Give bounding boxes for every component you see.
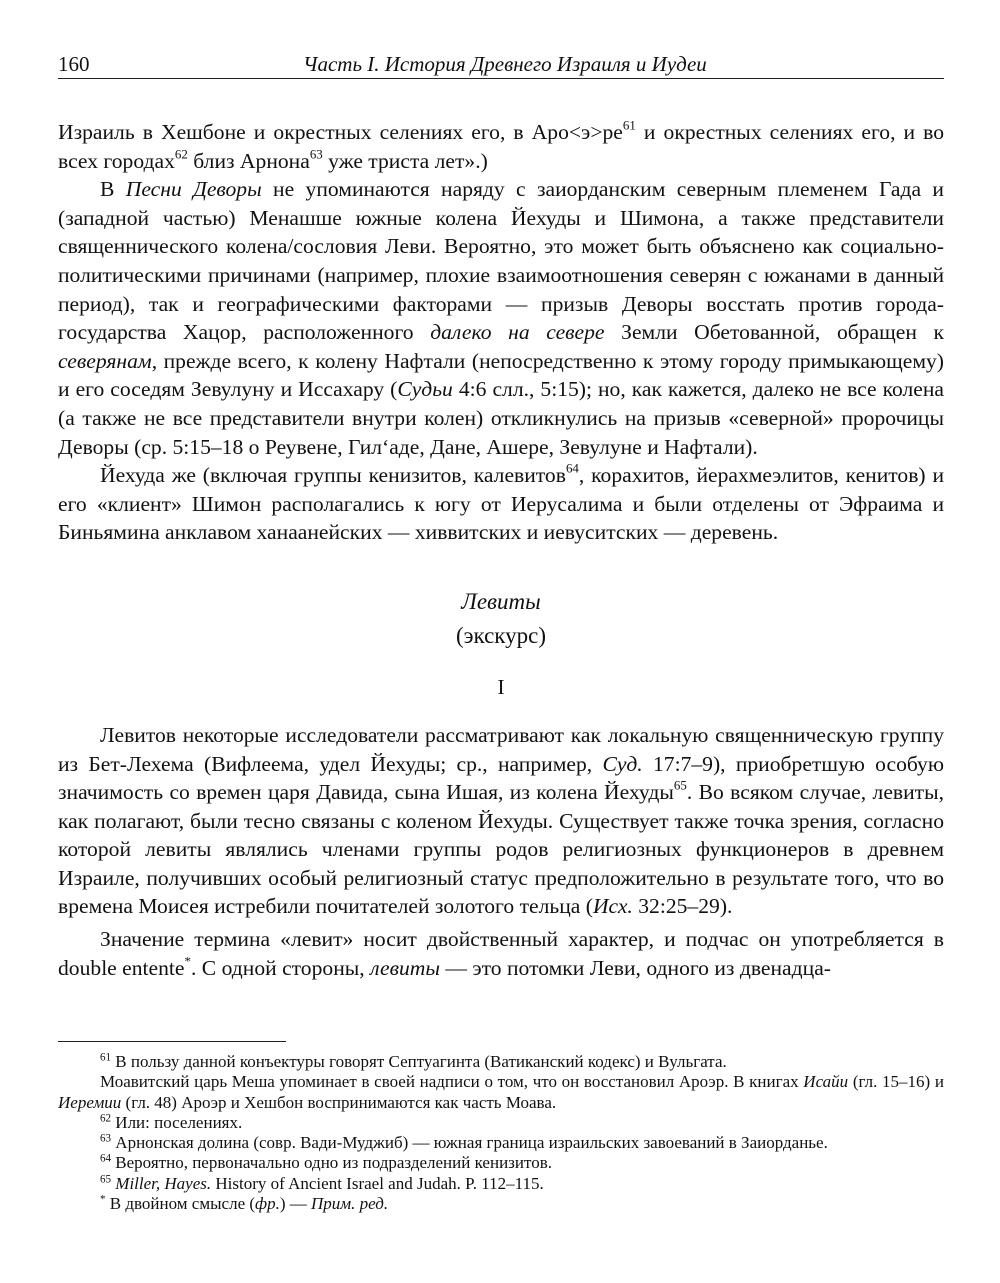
footnote-marker: 62 (174, 145, 188, 161)
text-run: (гл. 15–16) и (848, 1072, 944, 1092)
text-run: В пользу данной конъектуры говорят Септуагинта (Ватиканский кодекс) и Вульгата. (111, 1052, 727, 1071)
running-title: Часть I. История Древнего Израиля и Иудеи (303, 52, 707, 76)
text-run: Или: поселениях. (111, 1112, 243, 1132)
text-run: 17:7–9), приобретшую особую значимость со времен царя Давида, сына Ишая, из колена Йехуды (58, 751, 944, 805)
text-run: History of Ancient Israel and Judah. P. 112–115. (211, 1173, 544, 1193)
text-run: . С одной стороны, (191, 955, 371, 980)
text-run: , корахитов, йерахмеэлитов, кенитов) и его «клиент» Шимон располагались к югу от Иерусалима и были отделены от Эфраима и Биньямина анклавом ханаанейских — хиввитских и иевуситских — деревень. (58, 463, 945, 545)
footnote (58, 1153, 944, 1173)
footnote-divider (58, 1041, 286, 1042)
footnote (58, 1133, 944, 1153)
text-run: не упоминаются наряду с заиорданским северным племенем Гада и (западной частью) Менашше южные колена Йехуды и Шимона, а также представители священнического колена/сословия Леви. Вероятно, это может быть объяснено как социально-политическими причинами (например, плохие взаимоотношения северян с южанами в данный период), так и географическими факторами — призыв Деворы восстать против города-государства Хацор, расположенного (58, 177, 944, 345)
italic-text: левиты (370, 955, 440, 980)
footnote-marker: * (100, 1193, 106, 1206)
footnote-marker: 64 (565, 460, 579, 476)
footnote (58, 1174, 944, 1194)
footnote-marker: 63 (100, 1132, 112, 1145)
text-run: и окрестных селениях его, и во всех городах (58, 120, 944, 173)
text-run: Левитов некоторые исследователи рассматривают как локальную священническую группу из Бет-Лехема (Вифлеема, удел Йехуды; ср., например, (58, 722, 944, 776)
text-run: Вероятно, первоначально одно из подразделений кенизитов. (111, 1153, 552, 1173)
italic-text: Суд. (602, 751, 643, 776)
text-run: 4:6 слл., 5:15); но, как кажется, далеко не все колена (а также не все представители внутри колен) откликнулись на призыв «северной» пророчицы Деворы (ср. 5:15–18 о Реувене, Гил‘аде, Дане, Ашере, Зевулуне и Нафтали). (58, 377, 944, 459)
italic-text: Иеремии (58, 1092, 122, 1112)
italic-text: Песни Деворы (125, 177, 262, 202)
section-number: I (497, 674, 505, 699)
footnote (58, 1052, 944, 1072)
footnote-marker: 63 (309, 145, 323, 161)
footnote-marker: 62 (100, 1112, 112, 1125)
text-run: Моавитский царь Меша упоминает в своей надписи о том, что он восстановил Ароэр. В книгах (100, 1072, 804, 1092)
page-number: 160 (58, 52, 90, 76)
footnote-marker: 65 (673, 777, 687, 793)
paragraph (58, 175, 944, 461)
text-run: Йехуда же (включая группы кенизитов, калевитов (100, 463, 566, 488)
text-run: (гл. 48) Ароэр и Хешбон воспринимаются как часть Моава. (121, 1092, 557, 1112)
text-run: уже триста лет».) (322, 148, 488, 173)
footnote (58, 1194, 944, 1214)
italic-text: далеко на севере (430, 320, 605, 345)
section-title: Левиты (461, 588, 541, 614)
text-run: ) — (279, 1194, 312, 1214)
italic-text: Исх. (592, 894, 633, 919)
section-subtitle: (экскурс) (455, 622, 547, 648)
text-run: 32:25–29). (632, 894, 733, 919)
footnote-marker: 61 (622, 117, 636, 133)
italic-text: Исайи (803, 1072, 849, 1092)
text-run: , прежде всего, к колену Нафтали (непосредственно к этому городу примыкающему) и его соседям Зевулуну и Иссахару ( (58, 348, 944, 402)
text-run: близ Арнона (187, 148, 310, 173)
footnotes (58, 1052, 944, 1214)
text-run: Значение термина «левит» носит двойственный характер, и подчас он употребляется в double entente (58, 927, 944, 980)
paragraph (58, 925, 944, 982)
running-header (58, 50, 944, 79)
footnote (58, 1113, 944, 1133)
paragraph (58, 461, 944, 547)
footnote-marker: 64 (100, 1152, 112, 1165)
paragraph (58, 721, 944, 921)
italic-text: Прим. ред. (311, 1194, 389, 1214)
italic-text: Miller, Hayes. (115, 1173, 212, 1193)
text-run: Земли Обетованной, обращен к (604, 320, 944, 345)
text-run: — это потомки Леви, одного из двенадца- (440, 955, 831, 980)
text-run: Арнонская долина (совр. Вади-Муджиб) — южная граница израильских завоеваний в Заиорданье. (111, 1133, 828, 1153)
footnote-marker: 61 (100, 1051, 112, 1064)
main-text (58, 118, 944, 982)
text-run: В двойном смысле ( (105, 1194, 256, 1214)
footnote-marker: 65 (100, 1173, 112, 1186)
text-run: . Во всяком случае, левиты, как полагают, были тесно связаны с коленом Йехуды. Существует также точка зрения, согласно которой левиты являлись членами группы родов религиозных функционеров в древнем Израиле, получивших особый религиозный статус предположительно в результате того, что во времена Моисея истребили почитателей золотого тельца ( (58, 780, 945, 919)
paragraph (58, 118, 944, 175)
footnote-marker: * (184, 952, 191, 968)
footnote (58, 1072, 944, 1113)
italic-text: северянам (58, 348, 152, 373)
italic-text: Судьи (397, 377, 453, 402)
text-run: В (100, 177, 126, 202)
text-run: Израиль в Хешбоне и окрестных селениях его, в Аро<э>ре (58, 120, 623, 144)
italic-text: фр. (255, 1194, 280, 1214)
